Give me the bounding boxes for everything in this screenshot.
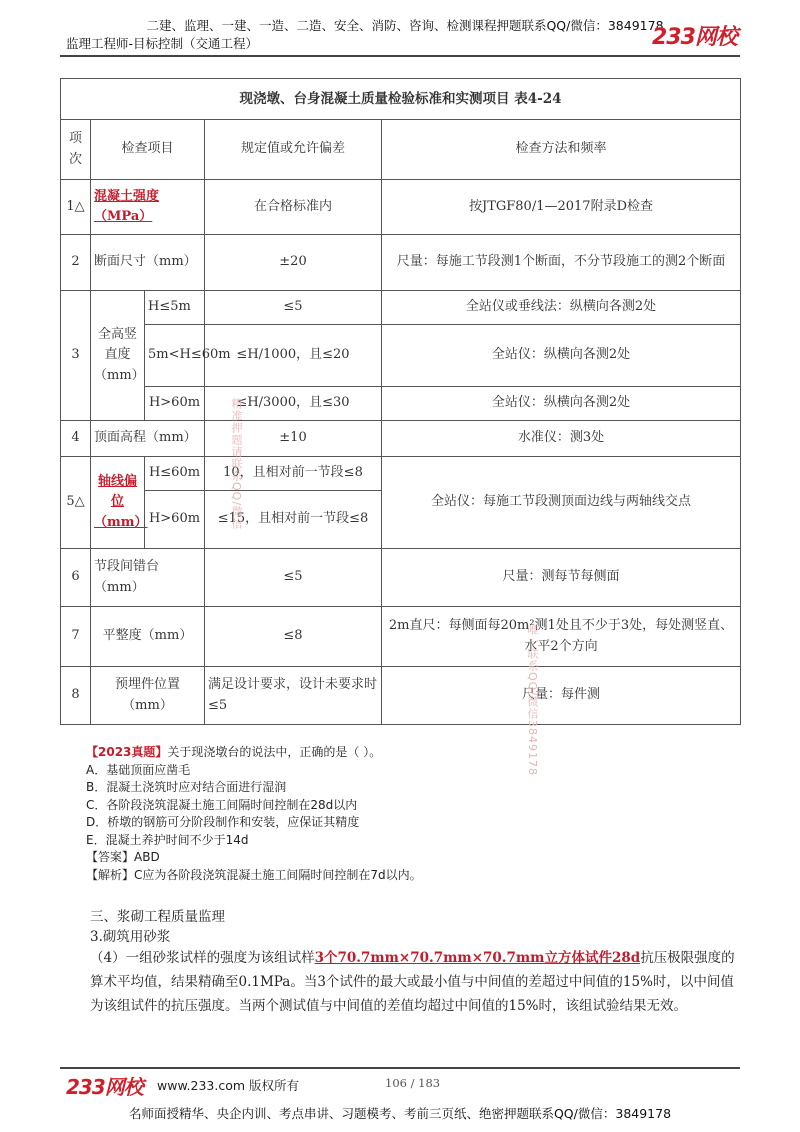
question-answer: 【答案】ABD	[86, 850, 160, 864]
row-method: 尺量：每施工节段测1个断面，不分节段施工的测2个断面	[382, 235, 741, 291]
row-standard: ≤5	[205, 549, 382, 607]
row-standard: ±20	[205, 235, 382, 291]
row-no: 6	[61, 549, 91, 607]
row-standard: ±10	[205, 421, 382, 457]
row-subcondition: 5m<H≤60m	[145, 325, 205, 387]
row-method: 全站仪：纵横向各测2处	[382, 387, 741, 421]
watermark-right: 唯一联系QQ/微信3849178	[526, 624, 539, 777]
item-link[interactable]: 轴线偏位（mm）	[94, 474, 148, 530]
row-subcondition: H>60m	[145, 387, 205, 421]
table-row	[61, 325, 741, 387]
row-method: 2m直尺：每侧面每20m²测1处且不少于3处，每处测竖直、水平2个方向	[382, 607, 741, 667]
para-highlight-link[interactable]: 3个70.7mm×70.7mm×70.7mm立方体试件28d	[314, 950, 641, 966]
question-option: D．桥墩的钢筋可分阶段制作和安装，应保证其精度	[86, 815, 360, 829]
row-method: 尺量：每件测	[382, 667, 741, 725]
row-method: 按JTGF80/1—2017附录D检查	[382, 180, 741, 235]
header-divider	[60, 55, 740, 57]
question-option: B．混凝土浇筑时应对结合面进行湿润	[86, 780, 287, 794]
brand-logo[interactable]: 233网校	[652, 25, 737, 50]
question-stem: 关于现浇墩台的说法中，正确的是（ ）。	[167, 745, 382, 759]
footer-contact-line: 名师面授精华、央企内训、考点串讲、习题模考、考前三页纸、绝密押题联系QQ/微信：3849178	[128, 1106, 672, 1121]
row-item[interactable]	[91, 180, 205, 235]
question-option: A．基础顶面应凿毛	[86, 762, 191, 777]
row-method: 尺量：测每节每侧面	[382, 549, 741, 607]
row-standard: 在合格标准内	[205, 180, 382, 235]
row-standard: 满足设计要求，设计未要求时≤5	[205, 667, 382, 725]
col-header-standard: 规定值或允许偏差	[205, 120, 382, 180]
row-subcondition: H>60m	[145, 491, 205, 549]
row-method: 全站仪：每施工节段测顶面边线与两轴线交点	[382, 457, 741, 549]
section-heading: 三、浆砌工程质量监理	[90, 909, 225, 925]
row-subcondition: H≤60m	[145, 457, 205, 491]
question-option: E．混凝土养护时间不少于14d	[86, 832, 249, 847]
row-no: 3	[61, 291, 91, 421]
question-option: C．各阶段浇筑混凝土施工间隔时间控制在28d以内	[86, 797, 358, 812]
item-link[interactable]: 混凝土强度（MPa）	[94, 188, 160, 224]
footer-divider	[60, 1067, 740, 1069]
page-number: 106 / 183	[385, 1076, 441, 1090]
watermark-left: 精准押题请联系QQ/微信	[230, 398, 243, 531]
row-standard: ≤H/3000，且≤30	[205, 387, 382, 421]
row-item: 全高竖直度（mm）	[91, 291, 145, 421]
table-row	[61, 421, 741, 457]
row-item: 断面尺寸（mm）	[91, 235, 205, 291]
row-standard: 10，且相对前一节段≤8	[205, 457, 382, 491]
col-header-item: 检查项目	[91, 120, 205, 180]
footer-site[interactable]: www.233.com 版权所有	[157, 1078, 299, 1093]
row-no: 1△	[61, 180, 91, 235]
question-stem-line	[86, 744, 746, 762]
section-subheading: 3.砌筑用砂浆	[90, 929, 171, 945]
table-row	[61, 667, 741, 725]
row-item[interactable]	[91, 457, 148, 549]
table-title-row	[61, 79, 741, 120]
exam-question	[86, 744, 746, 884]
row-subcondition: H≤5m	[145, 291, 205, 325]
row-item: 平整度（mm）	[91, 607, 205, 667]
col-header-method: 检查方法和频率	[382, 120, 741, 180]
row-item: 节段间错台（mm）	[91, 549, 205, 607]
table-title: 现浇墩、台身混凝土质量检验标准和实测项目 表4-24	[61, 79, 741, 120]
question-analysis: 【解析】C应为各阶段浇筑混凝土施工间隔时间控制在7d以内。	[86, 867, 422, 882]
row-standard: ≤5	[205, 291, 382, 325]
para-post: 抗压极限强度的算术平均值，结果精确至0.1MPa。当3个试件的最大或最小值与中间值的差超过中间值的15%时，以中间值为该组试件的抗压强度。当两个测试值与中间值的差值均超过中间值的15%时，该组试验结果无效。	[90, 950, 735, 1014]
table-row	[61, 180, 741, 235]
row-standard: ≤8	[205, 607, 382, 667]
col-header-no: 项次	[61, 120, 91, 180]
row-no: 5△	[61, 457, 91, 549]
row-standard: ≤H/1000，且≤20	[205, 325, 382, 387]
para-pre: （4）一组砂浆试样的强度为该组试样	[90, 950, 315, 966]
quality-standard-table	[60, 78, 741, 725]
row-item: 预埋件位置（mm）	[91, 667, 205, 725]
row-no: 2	[61, 235, 91, 291]
table-row	[61, 607, 741, 667]
table-row	[61, 291, 741, 325]
table-row	[61, 549, 741, 607]
row-item: 顶面高程（mm）	[91, 421, 205, 457]
row-standard: ≤15，且相对前一节段≤8	[205, 491, 382, 549]
table-row	[61, 457, 741, 491]
question-tag: 【2023真题】	[86, 745, 168, 759]
footer-logo[interactable]: 233网校	[66, 1075, 143, 1099]
table-row	[61, 387, 741, 421]
section-paragraph	[90, 946, 740, 1018]
row-no: 8	[61, 667, 91, 725]
row-method: 全站仪或垂线法：纵横向各测2处	[382, 291, 741, 325]
header-subject: 监理工程师-目标控制（交通工程）	[66, 36, 259, 51]
row-no: 4	[61, 421, 91, 457]
header-contact-line: 二建、监理、一建、一造、二造、安全、消防、咨询、检测课程押题联系QQ/微信：3849178	[146, 18, 664, 33]
row-method: 水准仪：测3处	[382, 421, 741, 457]
row-no: 7	[61, 607, 91, 667]
table-row	[61, 235, 741, 291]
row-method: 全站仪：纵横向各测2处	[382, 325, 741, 387]
table-header-row	[61, 120, 741, 180]
